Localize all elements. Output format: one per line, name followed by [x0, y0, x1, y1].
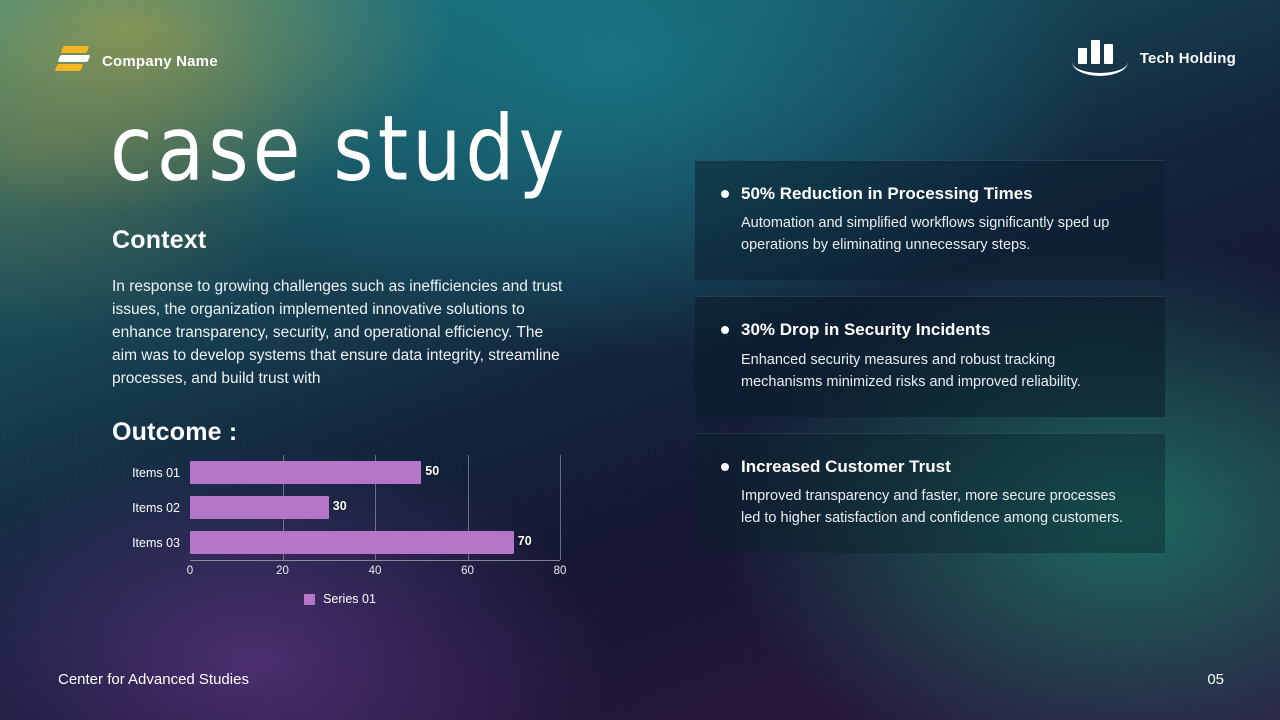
chart-value-label: 70: [517, 534, 532, 548]
page-title: case study: [110, 95, 569, 201]
legend-swatch-icon: [304, 594, 315, 605]
chart-legend: [120, 592, 560, 606]
footer-page-number: 05: [1207, 671, 1224, 688]
context-paragraph: In response to growing challenges such as inefficiencies and trust issues, the organization implemented innovative solutions to enhance transparency, security, and operational efficiency. The aim was to develop systems that ensure data integrity, streamline processes, and build trust with: [112, 278, 563, 387]
chart-x-tick: 60: [461, 565, 474, 577]
chart-x-axis: [186, 560, 567, 582]
bullet-icon: [721, 326, 729, 334]
company-name-label: Company Name: [102, 52, 218, 70]
card-body: Enhanced security measures and robust tracking mechanisms minimized risks and improved reliability.: [741, 351, 1081, 390]
outcome-bar-chart: [120, 455, 567, 606]
chart-bar-row: [120, 525, 560, 560]
chart-x-tick: 20: [276, 565, 289, 577]
chart-category-label: Items 02: [132, 500, 180, 515]
header-left-brand: [56, 44, 218, 78]
card-body: Improved transparency and faster, more secure processes led to higher satisfaction and confidence among customers.: [741, 487, 1124, 526]
bullet-icon: [721, 190, 729, 198]
chart-bar-row: [120, 455, 560, 490]
chart-bar: [190, 496, 329, 519]
card-title: Increased Customer Trust: [741, 456, 951, 476]
highlights-list: [695, 160, 1165, 569]
card-title: 30% Drop in Security Incidents: [741, 320, 991, 340]
context-heading: Context: [112, 226, 207, 254]
footer-institution: Center for Advanced Studies: [58, 671, 249, 688]
chart-x-tick: 0: [186, 565, 194, 577]
highlight-card: [695, 433, 1165, 553]
header-right-brand: [1072, 40, 1236, 76]
chart-category-label: Items 01: [132, 465, 180, 480]
chart-value-label: 50: [425, 464, 440, 478]
tech-holding-label: Tech Holding: [1139, 49, 1236, 67]
chart-value-label: 30: [332, 499, 347, 513]
chart-bar-track: [190, 525, 560, 560]
card-title: 50% Reduction in Processing Times: [741, 184, 1033, 203]
highlight-card: [695, 160, 1165, 280]
chart-bar: [190, 461, 421, 484]
chart-bar-track: [190, 455, 560, 490]
chart-bar-track: [190, 490, 560, 525]
chart-x-tick: 80: [553, 565, 567, 577]
chart-plot-area: [120, 455, 560, 560]
chart-bar-row: [120, 490, 560, 525]
chart-x-tick: 40: [368, 565, 382, 577]
card-body: Automation and simplified workflows significantly sped up operations by eliminating unnecessary steps.: [741, 215, 1110, 254]
legend-label: Series 01: [323, 592, 376, 606]
building-swoosh-logo-icon: [1072, 40, 1128, 76]
bullet-icon: [721, 463, 729, 471]
highlight-card: [695, 296, 1165, 416]
stacked-bars-logo-icon: [56, 44, 90, 78]
chart-bar: [190, 531, 514, 554]
outcome-heading: Outcome :: [112, 418, 238, 446]
chart-category-label: Items 03: [132, 535, 180, 550]
